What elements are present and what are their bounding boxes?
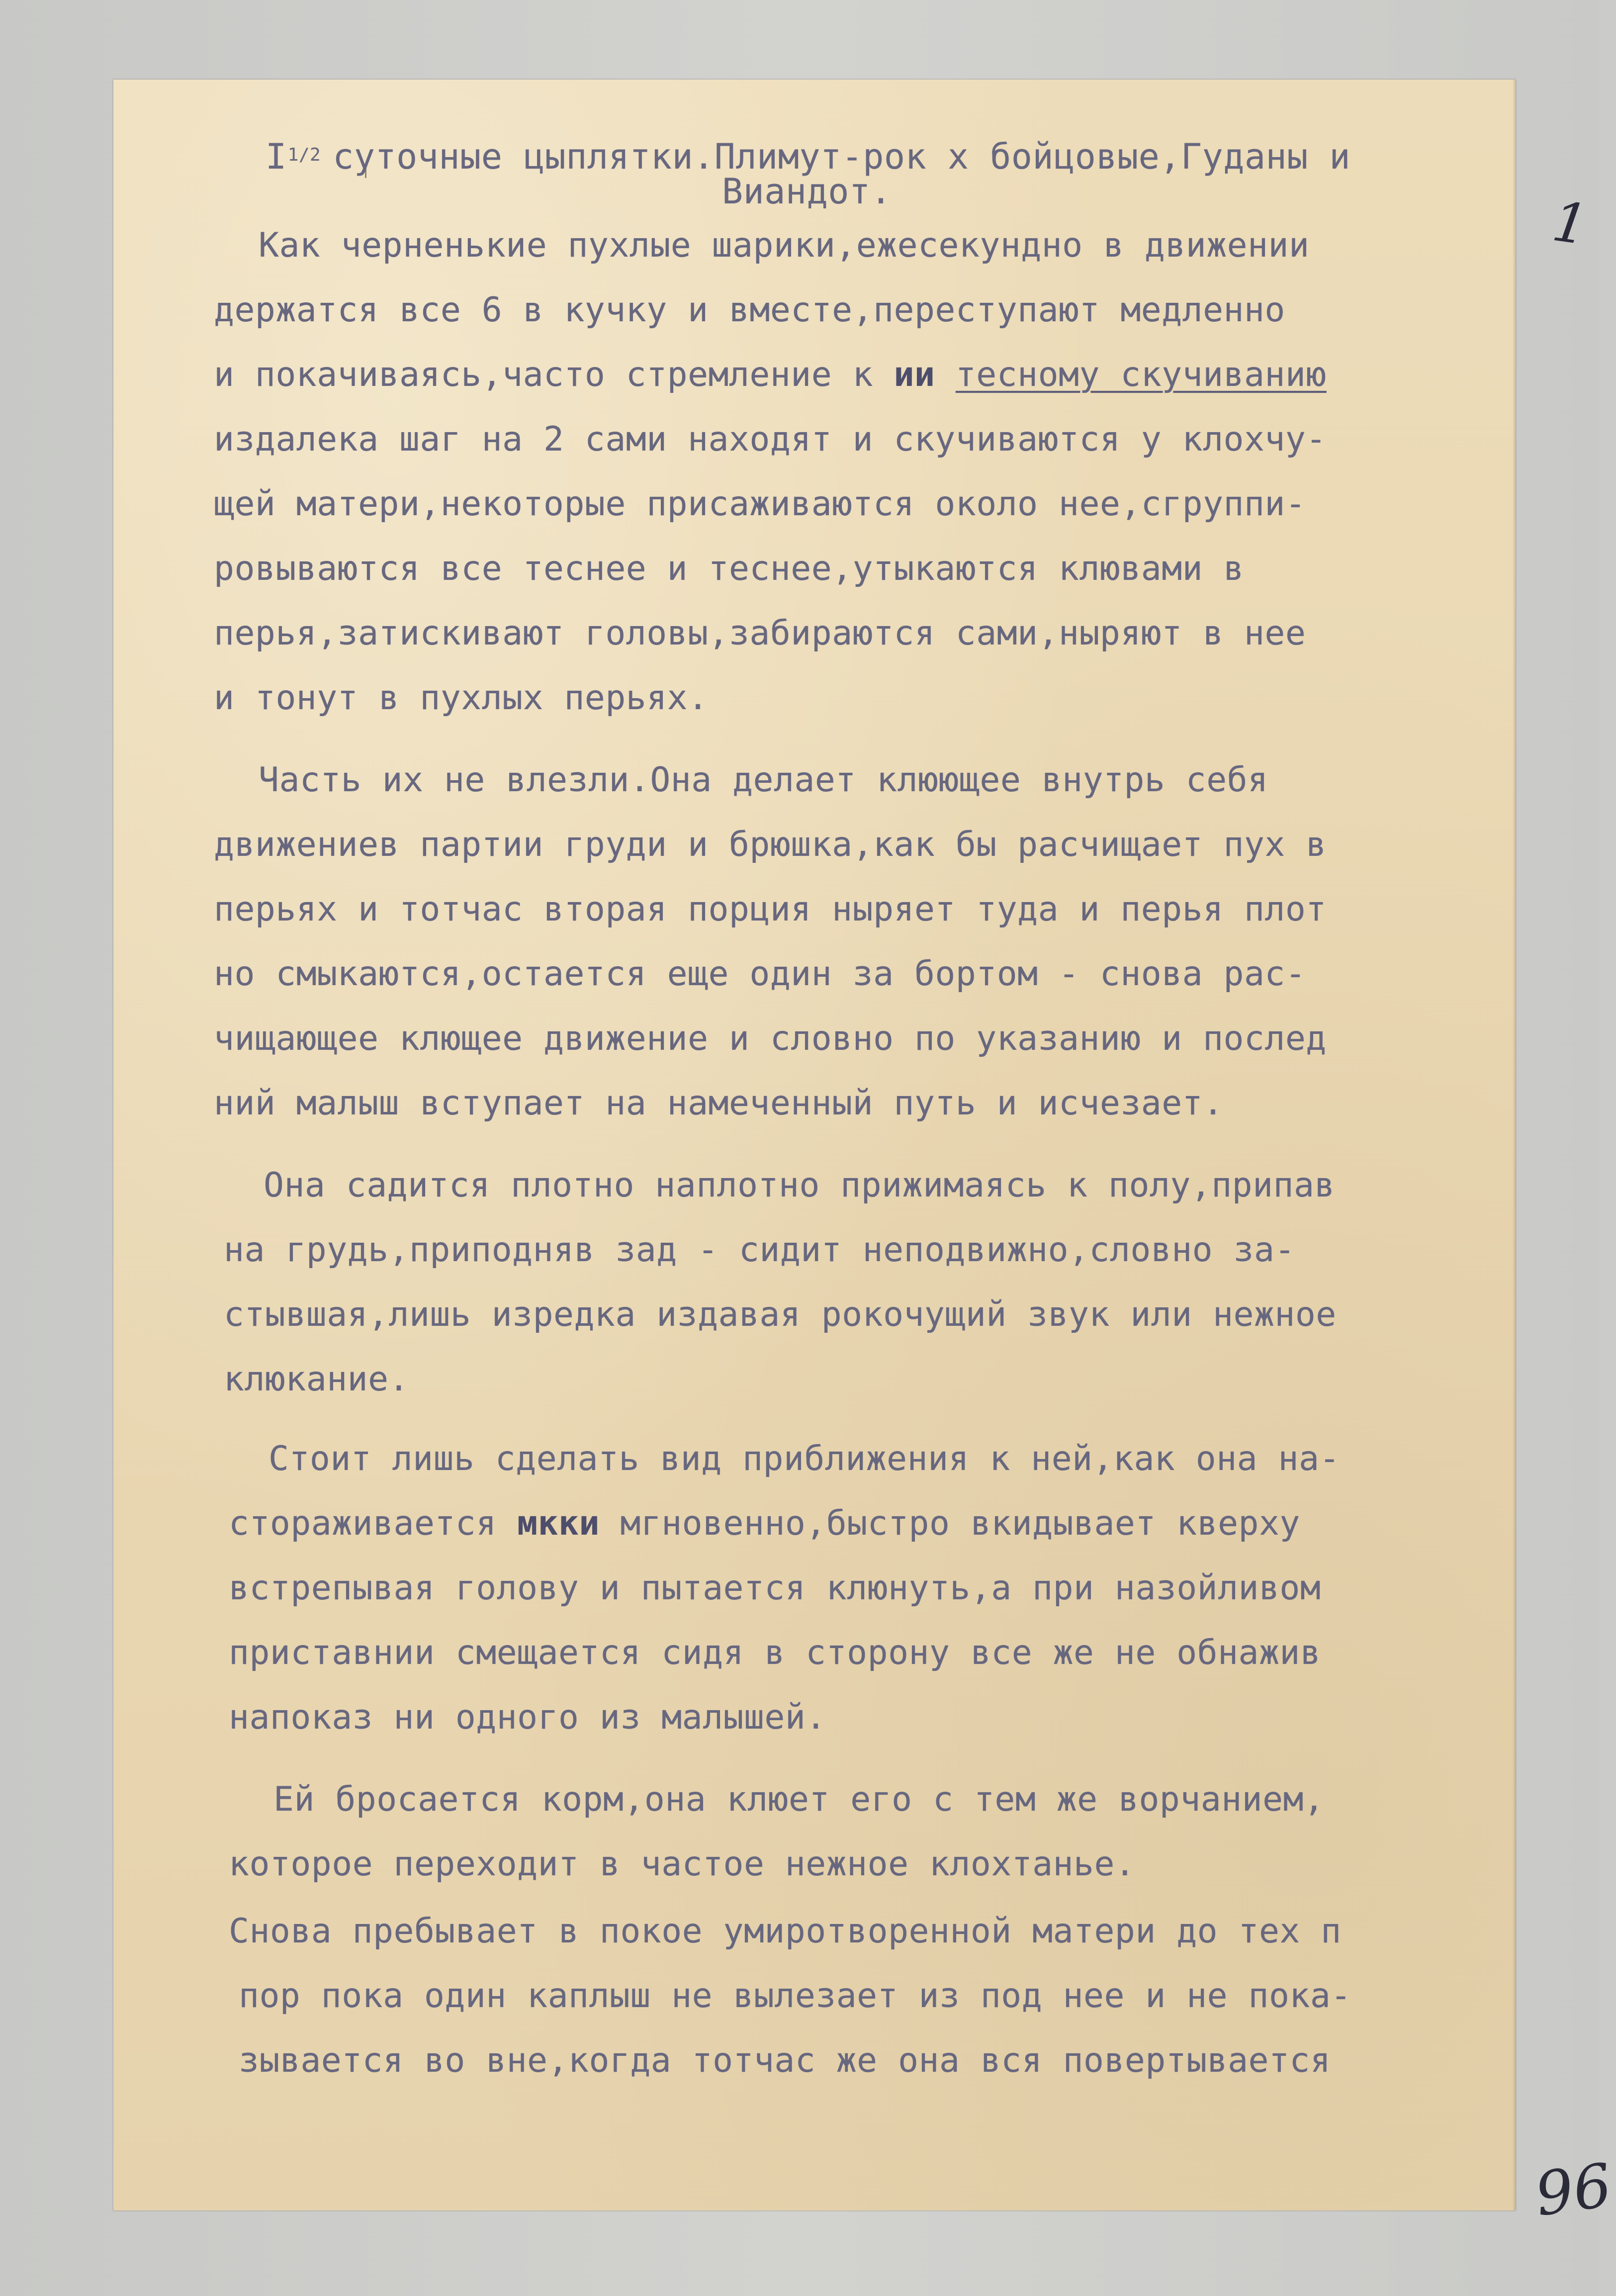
text-line-part: перья,затискивают головы,забираются сами,ныряют в нее bbox=[214, 614, 1306, 653]
folio-number-top: 1 bbox=[1548, 189, 1592, 258]
text-line bbox=[214, 355, 1327, 394]
text-line-part: ний малыш вступает на намеченный путь и исчезает. bbox=[214, 1084, 1224, 1123]
text-line-part: ровываются все теснее и теснее,утыкаются клювами в bbox=[214, 549, 1244, 588]
text-line bbox=[214, 290, 1285, 330]
text-line bbox=[214, 420, 1327, 459]
text-line-part: чищающее клющее движение и словно по указанию и послед bbox=[214, 1019, 1327, 1058]
text-line bbox=[264, 1166, 1335, 1205]
text-line bbox=[214, 1019, 1327, 1058]
text-line bbox=[229, 1568, 1321, 1608]
text-line bbox=[229, 1698, 826, 1737]
text-line bbox=[229, 1504, 1300, 1543]
text-line bbox=[214, 678, 709, 718]
text-line-part: зывается во вне,когда тотчас же она вся повертывается bbox=[239, 2041, 1331, 2080]
text-line bbox=[239, 1976, 1351, 2016]
text-line-part bbox=[935, 355, 955, 394]
title-line-1 bbox=[266, 136, 1351, 177]
text-line-part: стораживается bbox=[229, 1504, 518, 1543]
text-line-part: перьях и тотчас вторая порция ныряет туда и перья плот bbox=[214, 890, 1327, 929]
text-line-part: приставнии смещается сидя в сторону все же не обнажив bbox=[229, 1633, 1321, 1672]
text-line-part: Ей бросается корм,она клюет его с тем же ворчанием, bbox=[273, 1780, 1325, 1819]
text-line bbox=[273, 1780, 1325, 1819]
text-line-part: клюкание. bbox=[224, 1360, 409, 1399]
text-line-part: пор пока один каплыш не вылезает из под нее и не пока- bbox=[239, 1976, 1351, 2016]
text-line-part: и покачиваясь,часто стремление к bbox=[214, 355, 894, 394]
text-line-part: Стоит лишь сделать вид приближения к ней,как она на- bbox=[269, 1439, 1340, 1478]
text-line-part: и тонут в пухлых перьях. bbox=[214, 678, 709, 718]
text-line-part: щей матери,некоторые присаживаются около нее,сгруппи- bbox=[214, 484, 1306, 524]
text-line bbox=[214, 614, 1306, 653]
text-line-part: на грудь,приподняв зад - сидит неподвижно,словно за- bbox=[224, 1230, 1295, 1270]
text-line bbox=[214, 890, 1327, 929]
text-line-part: издалека шаг на 2 сами находят и скучиваются у клохчу- bbox=[214, 420, 1327, 459]
text-line-part: движениев партии груди и брюшка,как бы расчищает пух в bbox=[214, 825, 1327, 864]
text-line bbox=[229, 1844, 1136, 1884]
folio-number-bottom: 96 bbox=[1531, 2151, 1616, 2230]
text-line-part: Как черненькие пухлые шарики,ежесекундно в движении bbox=[259, 226, 1310, 265]
title-prefix: I bbox=[266, 136, 287, 177]
text-line bbox=[259, 226, 1310, 265]
text-line-part: мгновенно,быстро вкидывает кверху bbox=[599, 1504, 1300, 1543]
text-line bbox=[224, 1295, 1337, 1334]
text-line-part: Часть их не влезли.Она делает клюющее внутрь себя bbox=[259, 760, 1268, 800]
text-line-part: Она садится плотно наплотно прижимаясь к полу,припав bbox=[264, 1166, 1335, 1205]
text-line bbox=[259, 760, 1268, 800]
text-line-part: стывшая,лишь изредка издавая рокочущий звук или нежное bbox=[224, 1295, 1337, 1334]
text-line bbox=[214, 954, 1306, 994]
text-line-part: напоказ ни одного из малышей. bbox=[229, 1698, 826, 1737]
text-line bbox=[224, 1360, 409, 1399]
text-line bbox=[214, 549, 1244, 588]
document-page bbox=[113, 80, 1616, 2230]
overtyped-word: мкки bbox=[517, 1504, 600, 1543]
text-line-part: которое переходит в частое нежное клохтанье. bbox=[229, 1844, 1136, 1884]
text-line bbox=[214, 1084, 1224, 1123]
text-line bbox=[229, 1912, 1342, 1951]
title-fraction: 1/2 bbox=[287, 144, 321, 165]
text-line bbox=[214, 825, 1327, 864]
text-line bbox=[229, 1633, 1321, 1672]
text-line bbox=[269, 1439, 1340, 1478]
text-line-part: встрепывая голову и пытается клюнуть,а при назойливом bbox=[229, 1568, 1321, 1608]
title-text-line-1: суточные цыплятки.Плимут-рок х бойцовые,Гуданы и bbox=[333, 136, 1351, 177]
text-line bbox=[239, 2041, 1331, 2080]
text-line bbox=[224, 1230, 1295, 1270]
text-line-part: держатся все 6 в кучку и вместе,переступают медленно bbox=[214, 290, 1285, 330]
overtyped-word: ии bbox=[894, 355, 935, 394]
text-line bbox=[214, 484, 1306, 524]
text-line-part: Снова пребывает в покое умиротворенной матери до тех п bbox=[229, 1912, 1342, 1951]
text-line-part: но смыкаются,остается еще один за бортом - снова рас- bbox=[214, 954, 1306, 994]
underlined-phrase: тесному скучиванию bbox=[955, 355, 1327, 394]
title-line-2: Виандот. bbox=[722, 171, 892, 212]
